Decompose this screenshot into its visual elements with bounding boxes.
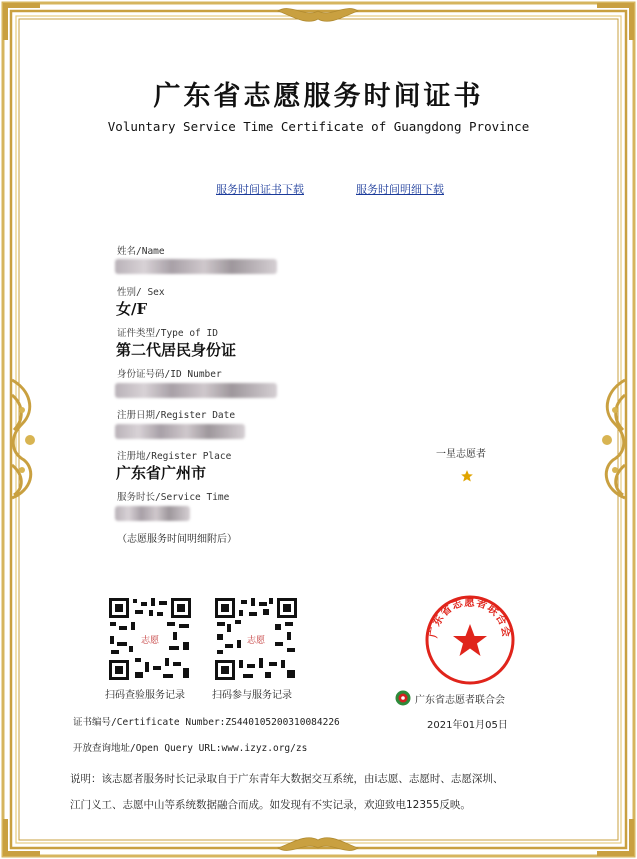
participate-qr-code[interactable] [213, 596, 299, 682]
issuer-name: 广东省志愿者联合会 [415, 695, 505, 706]
service-time-label: 服务时长/Service Time [117, 492, 230, 503]
verify-qr-code[interactable] [107, 596, 193, 682]
certificate-number [73, 714, 340, 728]
seal-ring-text: 广东省志愿者联合会 [427, 596, 513, 639]
certificate-download-link[interactable]: 服务时间证书下载 [216, 183, 304, 196]
certificate-title-cn: 广东省志愿服务时间证书 [153, 81, 484, 112]
register-place-value: 广东省广州市 [116, 464, 207, 482]
query-url-value: www.izyz.org/zs [221, 743, 308, 754]
star-icon [460, 469, 474, 483]
svg-text:志愿: 志愿 [246, 636, 266, 646]
certificate-number-label: 证书编号/Certificate Number: [73, 717, 226, 728]
id-type-label: 证件类型/Type of ID [117, 328, 218, 339]
service-time-redacted [115, 506, 190, 521]
note-line-1: 说明：该志愿者服务时长记录取自于广东青年大数据交互系统，由i志愿、志愿时、志愿深圳、 [70, 773, 504, 785]
official-seal [424, 594, 516, 686]
note-line-2: 江门义工、志愿中山等系统数据融合而成。如发现有不实记录，欢迎致电12355反映。 [70, 799, 471, 811]
sex-label: 性别/ Sex [117, 287, 165, 298]
query-url-label: 开放查询地址/Open Query URL: [73, 743, 222, 754]
id-type-value: 第二代居民身份证 [116, 341, 237, 359]
name-label: 姓名/Name [117, 246, 165, 257]
issue-date: 2021年01月05日 [427, 720, 508, 731]
register-date-label: 注册日期/Register Date [117, 410, 236, 421]
register-place-label: 注册地/Register Place [117, 451, 232, 462]
verify-qr-caption: 扫码查验服务记录 [105, 690, 185, 701]
register-date-redacted [115, 424, 245, 439]
id-number-label: 身份证号码/ID Number [117, 369, 222, 380]
participate-qr-caption: 扫码参与服务记录 [212, 690, 292, 701]
id-number-redacted [115, 383, 277, 398]
volunteer-rank: 一星志愿者 [436, 449, 486, 460]
detail-download-link[interactable]: 服务时间明细下载 [356, 183, 444, 196]
certificate-number-value: ZS440105200310084226 [225, 717, 340, 728]
name-value-redacted [115, 259, 277, 274]
svg-text:志愿: 志愿 [140, 636, 160, 646]
issuer-logo-icon [395, 690, 411, 706]
service-time-note: （志愿服务时间明细附后） [117, 534, 237, 545]
sex-value: 女/F [116, 300, 148, 318]
query-url [73, 740, 307, 754]
certificate-title-en: Voluntary Service Time Certificate of Guangdong Province [107, 119, 530, 134]
